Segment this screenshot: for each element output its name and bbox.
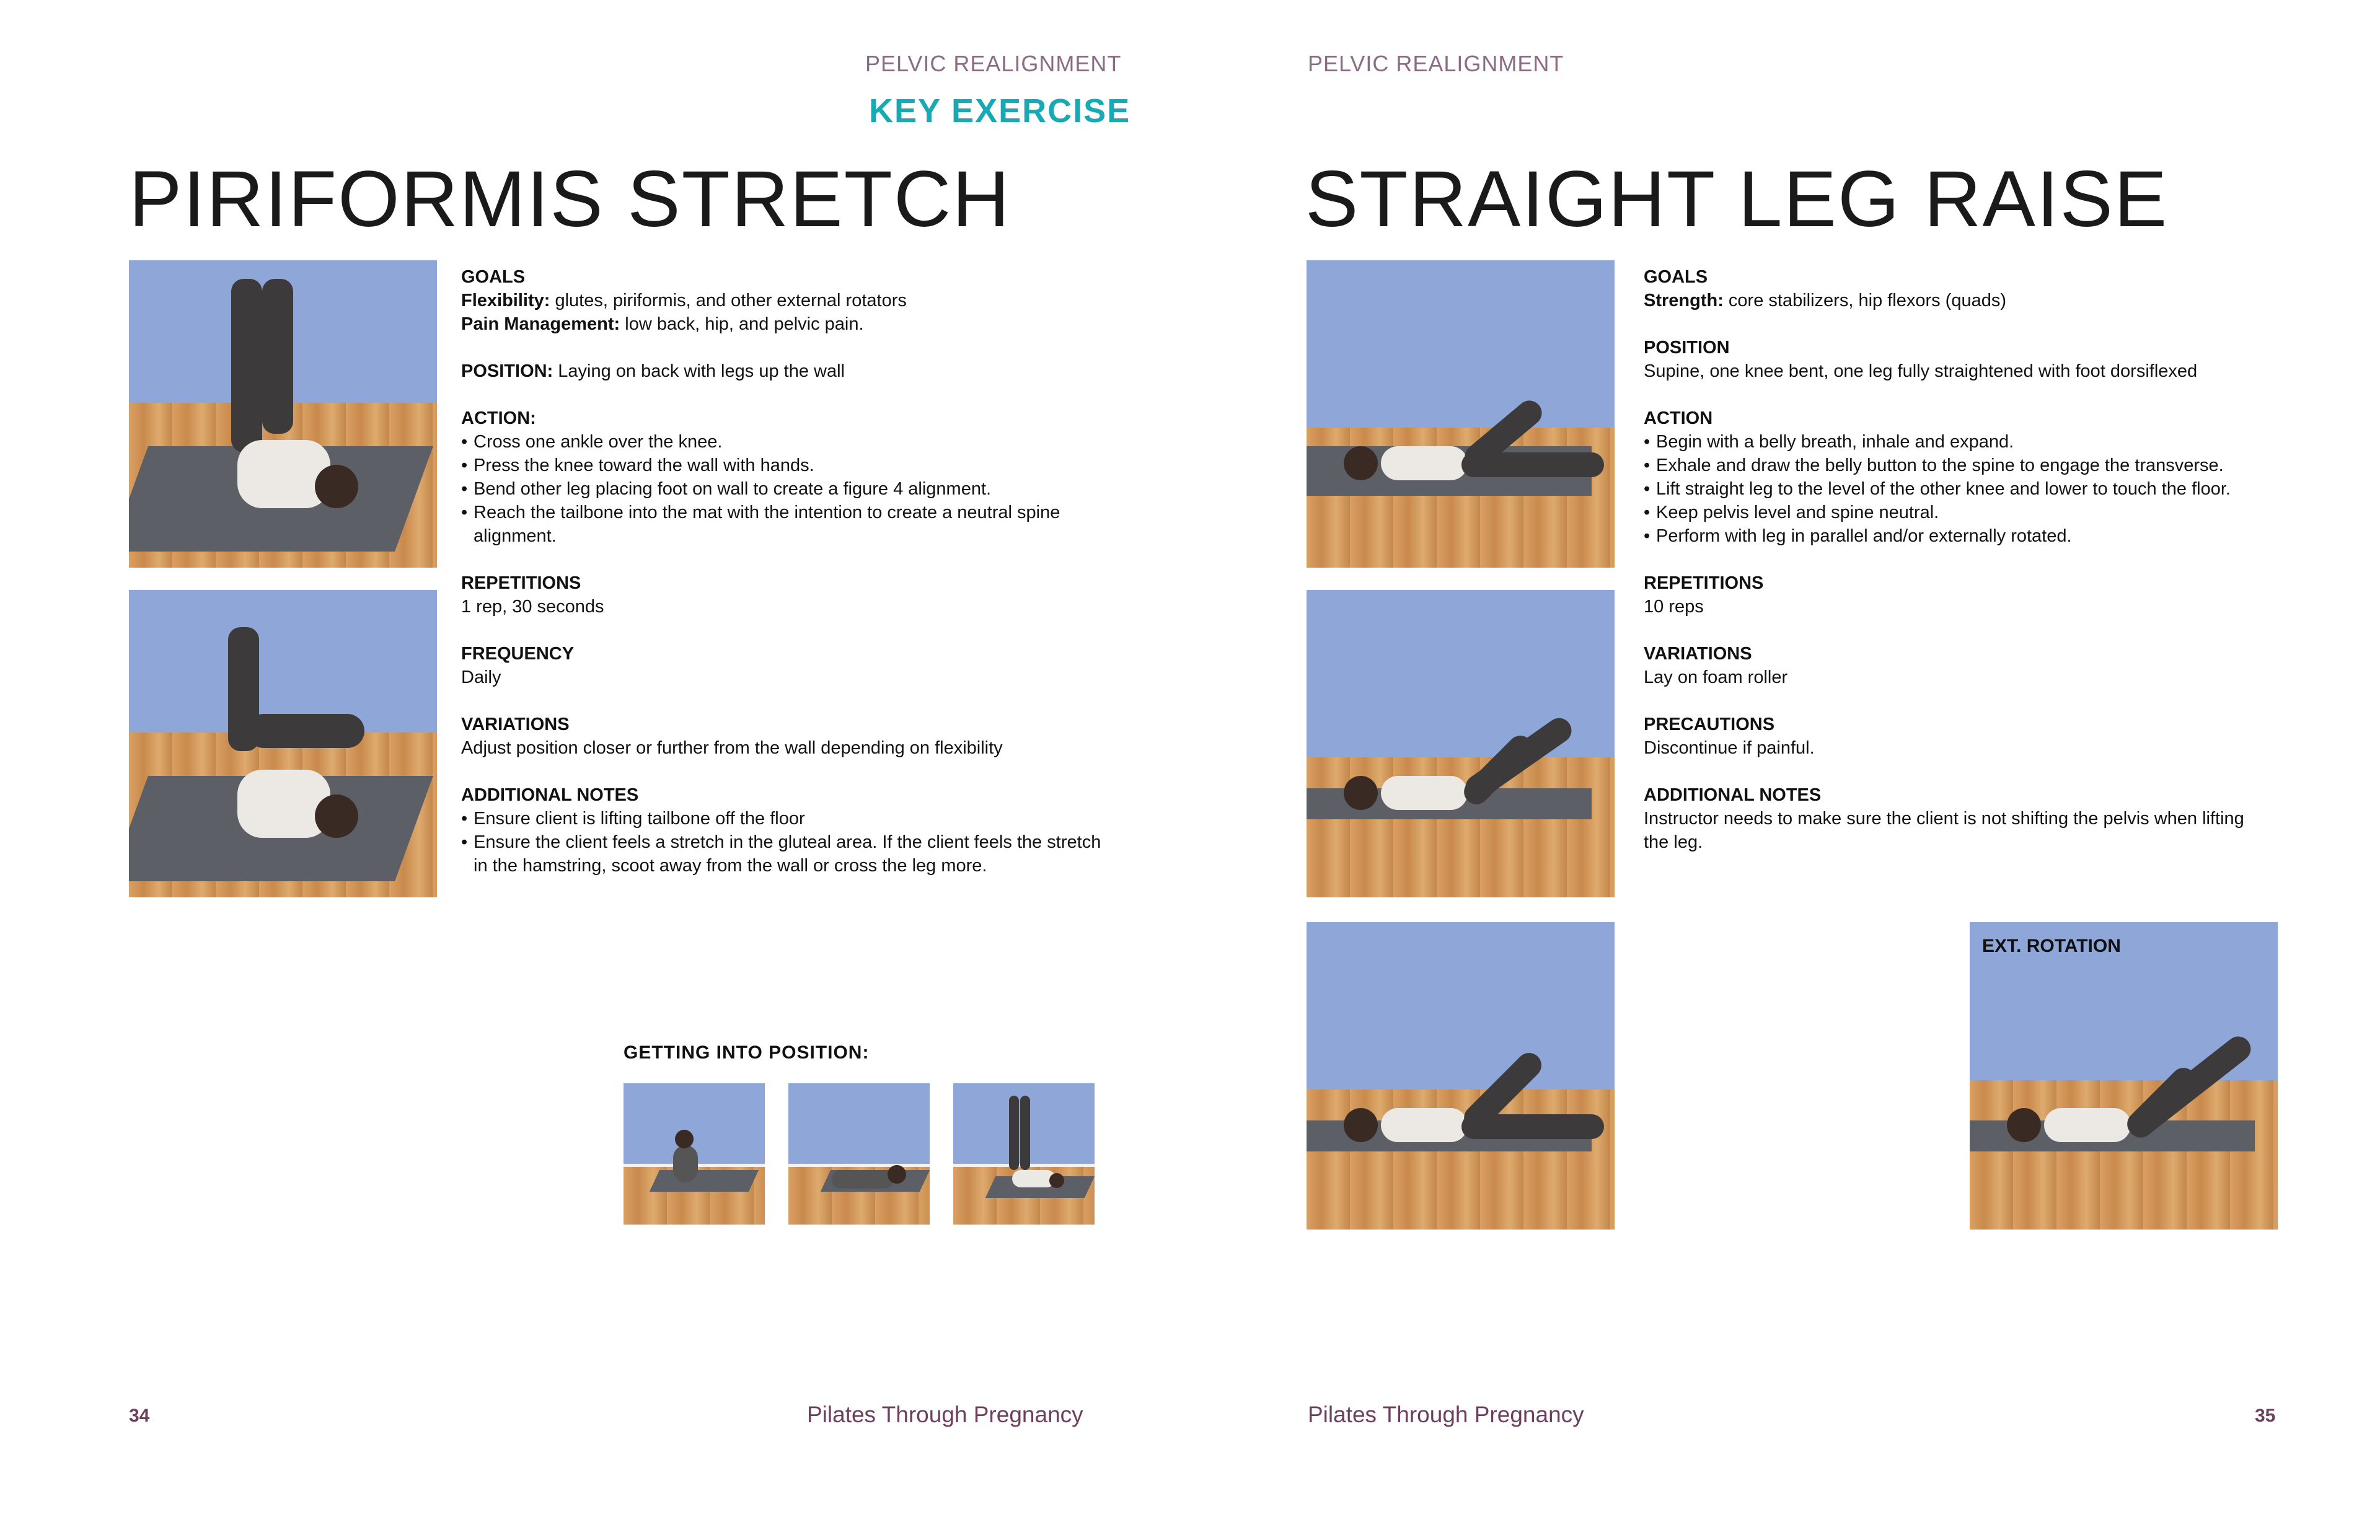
note-item: • Ensure client is lifting tailbone off the floor bbox=[461, 807, 1106, 830]
ext-rotation-label: EXT. ROTATION bbox=[1982, 936, 2121, 956]
right-page bbox=[1190, 0, 2380, 1540]
variations-heading: VARIATIONS bbox=[1644, 644, 1752, 664]
action-item: • Bend other leg placing foot on wall to create a figure 4 alignment. bbox=[461, 477, 1106, 501]
note-item: • Ensure the client feels a stretch in the gluteal area. If the client feels the stretch in the hamstring, scoot away from the wall or cross the leg more. bbox=[461, 830, 1106, 878]
exercise-photo-1 bbox=[1307, 260, 1615, 568]
page-title: PIRIFORMIS STRETCH bbox=[129, 155, 1011, 244]
action-item: • Exhale and draw the belly button to the spine to engage the transverse. bbox=[1644, 454, 2313, 477]
page-number: 35 bbox=[2255, 1406, 2276, 1426]
goal-line: Flexibility: glutes, piriformis, and other external rotators bbox=[461, 291, 907, 310]
key-exercise-tag: KEY EXERCISE bbox=[869, 92, 1131, 130]
goal-line: Strength: core stabilizers, hip flexors (quads) bbox=[1644, 291, 2007, 310]
ext-rotation-photo bbox=[1970, 922, 2278, 1230]
exercise-photo-1 bbox=[129, 260, 437, 568]
thumbnail-3 bbox=[953, 1083, 1095, 1225]
getting-into-position-label: GETTING INTO POSITION: bbox=[624, 1042, 870, 1063]
action-item: • Cross one ankle over the knee. bbox=[461, 430, 1106, 454]
action-item: • Reach the tailbone into the mat with the intention to create a neutral spine alignment. bbox=[461, 501, 1106, 548]
action-item: • Press the knee toward the wall with hands. bbox=[461, 454, 1106, 477]
action-heading: ACTION bbox=[1644, 408, 1713, 428]
precautions-value: Discontinue if painful. bbox=[1644, 738, 1815, 758]
variations-value: Lay on foam roller bbox=[1644, 667, 1788, 687]
frequency-value: Daily bbox=[461, 667, 501, 687]
variations-value: Adjust position closer or further from the wall depending on flexibility bbox=[461, 738, 1003, 758]
notes-heading: ADDITIONAL NOTES bbox=[461, 785, 639, 805]
exercise-details bbox=[1644, 265, 2313, 854]
position-heading: POSITION bbox=[1644, 338, 1730, 358]
thumbnail-2 bbox=[788, 1083, 930, 1225]
repetitions-value: 10 reps bbox=[1644, 597, 1704, 617]
position-value: Supine, one knee bent, one leg fully straightened with foot dorsiflexed bbox=[1644, 361, 2198, 381]
exercise-photo-2 bbox=[1307, 590, 1615, 897]
page-title: STRAIGHT LEG RAISE bbox=[1305, 155, 2169, 244]
repetitions-value: 1 rep, 30 seconds bbox=[461, 597, 604, 617]
exercise-photo-3 bbox=[1307, 922, 1615, 1230]
action-item: • Keep pelvis level and spine neutral. bbox=[1644, 501, 2313, 524]
frequency-heading: FREQUENCY bbox=[461, 644, 575, 664]
goal-line: Pain Management: low back, hip, and pelvic pain. bbox=[461, 314, 864, 334]
section-label: PELVIC REALIGNMENT bbox=[1308, 51, 1564, 76]
repetitions-heading: REPETITIONS bbox=[1644, 573, 1764, 593]
action-item: • Lift straight leg to the level of the other knee and lower to touch the floor. bbox=[1644, 477, 2313, 501]
notes-value: Instructor needs to make sure the client is not shifting the pelvis when lifting the leg. bbox=[1644, 809, 2244, 852]
section-label: PELVIC REALIGNMENT bbox=[865, 51, 1122, 76]
exercise-details bbox=[461, 265, 1106, 878]
action-item: • Perform with leg in parallel and/or externally rotated. bbox=[1644, 524, 2313, 548]
goals-heading: GOALS bbox=[461, 267, 526, 287]
exercise-photo-2 bbox=[129, 590, 437, 897]
action-heading: ACTION: bbox=[461, 408, 536, 428]
footer-title: Pilates Through Pregnancy bbox=[807, 1402, 1083, 1427]
precautions-heading: PRECAUTIONS bbox=[1644, 715, 1775, 734]
variations-heading: VARIATIONS bbox=[461, 715, 570, 734]
repetitions-heading: REPETITIONS bbox=[461, 573, 581, 593]
position-line: POSITION: Laying on back with legs up the wall bbox=[461, 361, 845, 381]
page-number: 34 bbox=[129, 1406, 150, 1426]
goals-heading: GOALS bbox=[1644, 267, 1708, 287]
action-item: • Begin with a belly breath, inhale and expand. bbox=[1644, 430, 2313, 454]
notes-heading: ADDITIONAL NOTES bbox=[1644, 785, 1822, 805]
thumbnail-1 bbox=[624, 1083, 765, 1225]
footer-title: Pilates Through Pregnancy bbox=[1308, 1402, 1584, 1427]
